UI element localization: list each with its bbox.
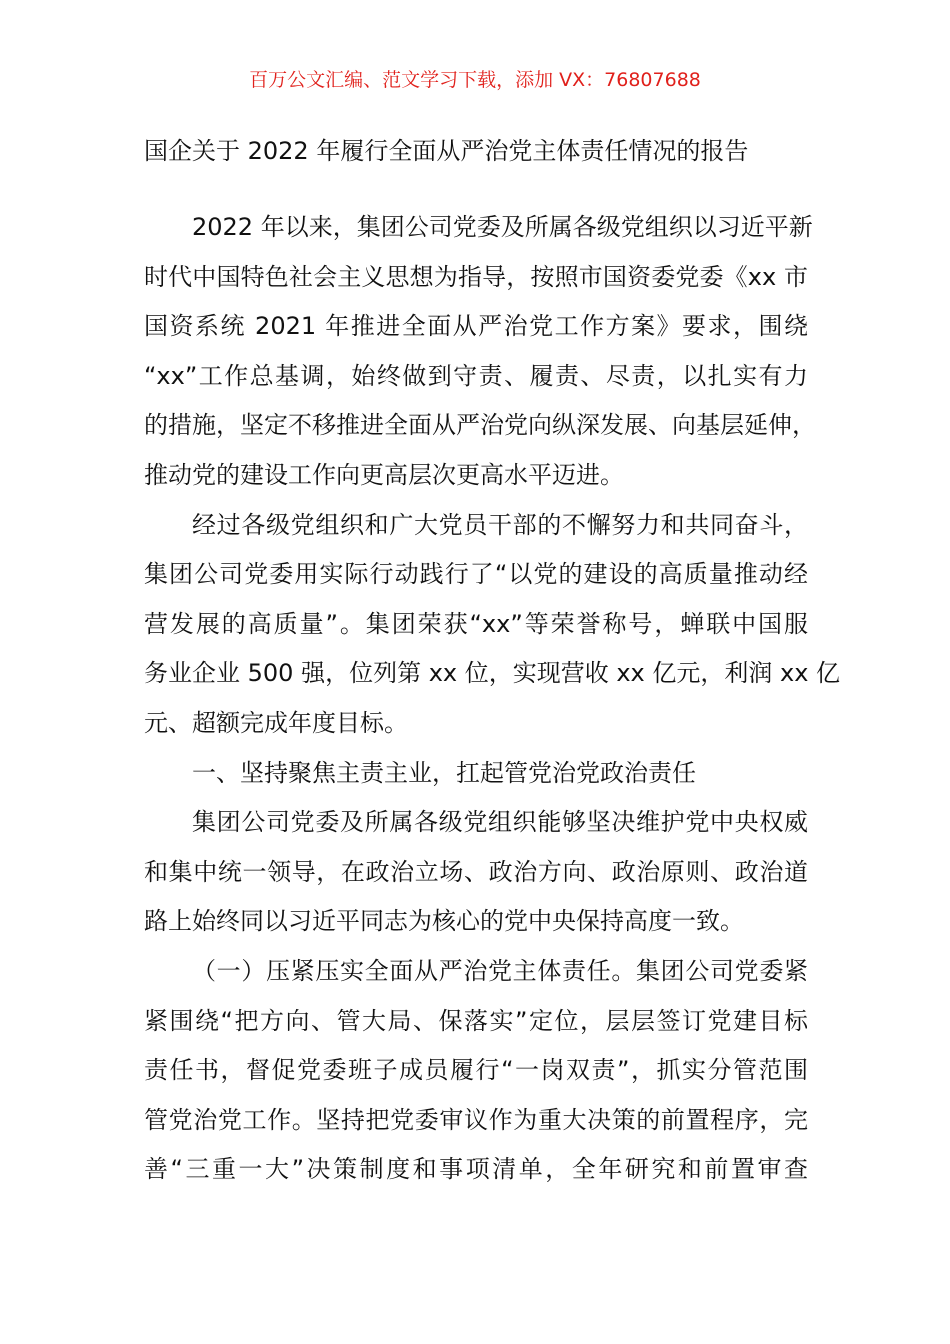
text-line: 时代中国特色社会主义思想为指导，按照市国资委党委《xx 市: [144, 262, 808, 291]
text-line: 紧围绕“把方向、管大局、保落实”定位，层层签订党建目标: [144, 1006, 808, 1035]
paragraph-subsection-one: [144, 947, 808, 1195]
document-title: 国企关于 2022 年履行全面从严治党主体责任情况的报告: [144, 137, 749, 165]
text-line: 管党治党工作。坚持把党委审议作为重大决策的前置程序，完: [144, 1105, 808, 1134]
text-line: 2022 年以来，集团公司党委及所属各级党组织以习近平新: [192, 213, 813, 241]
text-line: 路上始终同以习近平同志为核心的党中央保持高度一致。: [144, 907, 744, 936]
text-line: 营发展的高质量”。集团荣获“xx”等荣誉称号，蝉联中国服: [144, 609, 808, 638]
text-line: 元、超额完成年度目标。: [144, 708, 408, 737]
text-line: 和集中统一领导，在政治立场、政治方向、政治原则、政治道: [144, 857, 808, 886]
section-heading: [144, 749, 808, 799]
header-watermark: 百万公文汇编、范文学习下载，添加 VX：76807688: [249, 69, 701, 91]
text-line: 经过各级党组织和广大党员干部的不懈努力和共同奋斗，: [192, 510, 808, 539]
paragraph-intro: [144, 203, 816, 501]
text-line: 集团公司党委及所属各级党组织能够坚决维护党中央权威: [192, 808, 808, 837]
paragraph-achievements: [144, 501, 841, 749]
text-line: 的措施，坚定不移推进全面从严治党向纵深发展、向基层延伸，: [144, 411, 816, 440]
text-line: 推动党的建设工作向更高层次更高水平迈进。: [144, 460, 624, 489]
text-line: （一）压紧压实全面从严治党主体责任。集团公司党委紧: [192, 956, 808, 985]
text-line: 务业企业 500 强，位列第 xx 位，实现营收 xx 亿元，利润 xx 亿: [144, 659, 841, 688]
text-line: 责任书，督促党委班子成员履行“一岗双责”，抓实分管范围: [144, 1056, 808, 1085]
paragraph-political-responsibility: [144, 798, 808, 947]
text-line: 国资系统 2021 年推进全面从严治党工作方案》要求，围绕: [144, 312, 808, 341]
text-line: 一、坚持聚焦主责主业，扛起管党治党政治责任: [192, 758, 696, 787]
document-body: [144, 203, 841, 1195]
text-line: 善“三重一大”决策制度和事项清单，全年研究和前置审查: [144, 1155, 808, 1184]
text-line: 集团公司党委用实际行动践行了“以党的建设的高质量推动经: [144, 560, 808, 589]
text-line: “xx”工作总基调，始终做到守责、履责、尽责，以扎实有力: [144, 361, 808, 390]
